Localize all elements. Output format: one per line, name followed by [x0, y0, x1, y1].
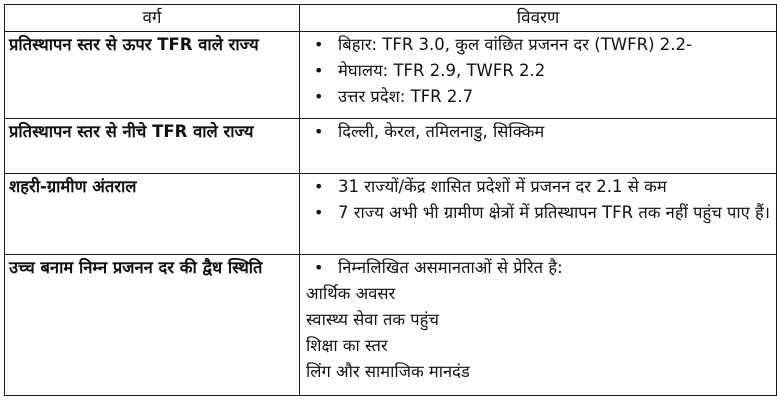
list-item-text: दिल्ली, केरल, तमिलनाडु, सिक्किम: [338, 122, 545, 141]
list-item-text: 31 राज्यों/केंद्र शासित प्रदेशों में प्रजनन दर 2.1 से कम: [338, 177, 667, 196]
header-category: वर्ग: [5, 5, 300, 32]
plain-line: आर्थिक अवसर: [306, 284, 396, 303]
bullet-icon: •: [314, 203, 324, 222]
list-item: [314, 119, 772, 145]
bullet-icon: •: [314, 87, 324, 106]
table-row: [5, 255, 777, 396]
category-cell: प्रतिस्थापन स्तर से नीचे TFR वाले राज्य: [5, 119, 300, 174]
header-row: [5, 5, 777, 32]
table-row: [5, 119, 777, 174]
plain-line: लिंग और सामाजिक मानदंड: [306, 362, 470, 381]
category-cell: उच्च बनाम निम्न प्रजनन दर की द्वैध स्थिति: [5, 255, 300, 396]
details-cell: [300, 174, 777, 255]
details-list: [304, 255, 772, 281]
bullet-icon: •: [314, 258, 324, 277]
details-cell: [300, 255, 777, 396]
details-list: [304, 32, 772, 110]
list-item: [314, 84, 772, 110]
details-cell: [300, 32, 777, 119]
list-item: [314, 200, 772, 226]
category-cell: प्रतिस्थापन स्तर से ऊपर TFR वाले राज्य: [5, 32, 300, 119]
list-item: [314, 174, 772, 200]
bullet-icon: •: [314, 35, 324, 54]
details-list: [304, 119, 772, 145]
list-item-text: बिहार: TFR 3.0, कुल वांछित प्रजनन दर (TWFR) 2.2-: [338, 35, 692, 54]
details-cell: [300, 119, 777, 174]
bullet-icon: •: [314, 61, 324, 80]
table-row: [5, 32, 777, 119]
list-item-text: उत्तर प्रदेश: TFR 2.7: [338, 87, 474, 106]
bullet-icon: •: [314, 122, 324, 141]
category-cell: शहरी-ग्रामीण अंतराल: [5, 174, 300, 255]
list-item-text: 7 राज्य अभी भी ग्रामीण क्षेत्रों में प्रतिस्थापन TFR तक नहीं पहुंच पाए हैं।: [338, 203, 770, 222]
header-details: विवरण: [300, 5, 777, 32]
table-row: [5, 174, 777, 255]
list-item-text: निम्नलिखित असमानताओं से प्रेरित है:: [338, 258, 563, 277]
details-list: [304, 174, 772, 226]
list-item: [314, 32, 772, 58]
list-item-text: मेघालय: TFR 2.9, TWFR 2.2: [338, 61, 546, 80]
plain-line: स्वास्थ्य सेवा तक पहुंच: [306, 310, 439, 329]
list-item: [314, 58, 772, 84]
plain-line: शिक्षा का स्तर: [306, 336, 388, 355]
tfr-table: [4, 4, 777, 396]
list-item: [314, 255, 772, 281]
bullet-icon: •: [314, 177, 324, 196]
